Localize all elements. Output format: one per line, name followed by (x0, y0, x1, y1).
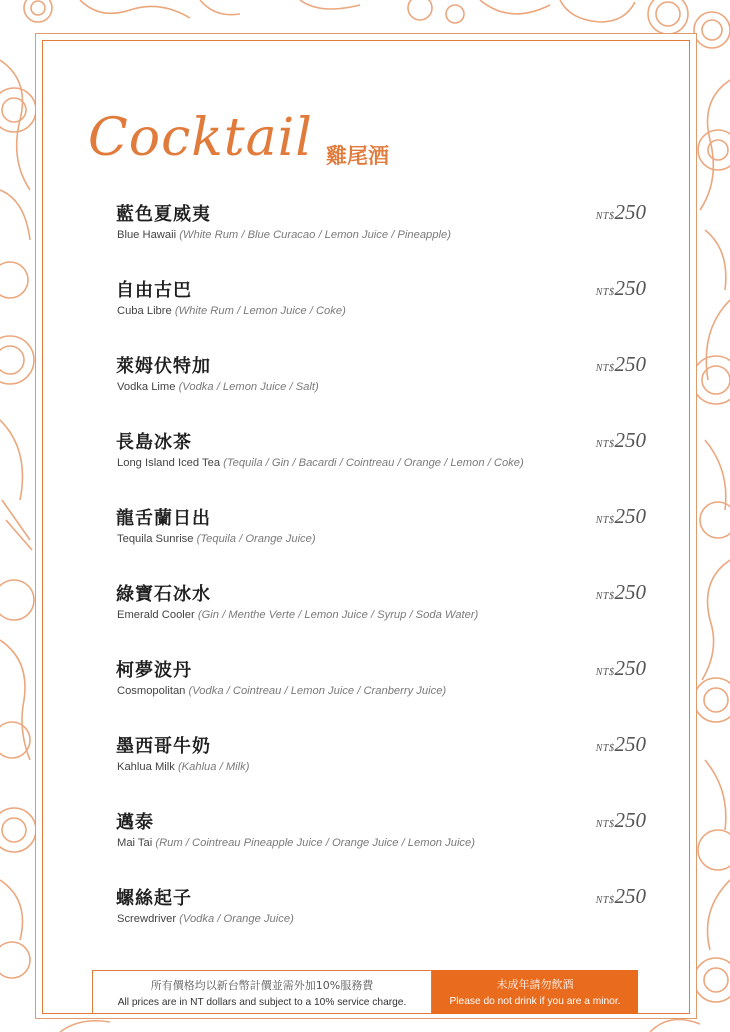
item-name-english: Screwdriver (117, 913, 177, 925)
item-ingredients: (Kahlua / Milk) (177, 761, 250, 773)
item-price (596, 428, 646, 453)
item-name-chinese: 自由古巴 (116, 280, 192, 301)
item-ingredients: (Vodka / Lemon Juice / Salt) (178, 381, 319, 393)
item-name-chinese: 長島冰茶 (116, 432, 192, 453)
item-description (117, 533, 316, 545)
item-price (596, 200, 646, 225)
item-ingredients: (White Rum / Blue Curacao / Lemon Juice / Pineapple) (179, 229, 451, 241)
item-name-chinese: 柯夢波丹 (116, 660, 192, 681)
item-price (596, 276, 646, 301)
menu-item (116, 352, 646, 408)
item-ingredients: (Rum / Cointreau Pineapple Juice / Orange Juice / Lemon Juice) (155, 837, 475, 849)
item-price (596, 580, 646, 605)
item-description (117, 913, 294, 925)
item-name-chinese: 螺絲起子 (116, 888, 192, 909)
price-amount: 250 (614, 504, 646, 528)
price-amount: 250 (614, 808, 646, 832)
item-description (117, 837, 475, 849)
menu-item (116, 428, 646, 484)
item-name-chinese: 藍色夏威夷 (116, 204, 211, 225)
item-ingredients: (Tequila / Orange Juice) (196, 533, 316, 545)
price-currency: NT$ (595, 515, 615, 526)
price-currency: NT$ (595, 363, 615, 374)
item-description (117, 381, 319, 393)
price-amount: 250 (614, 276, 646, 300)
service-charge-chinese: 所有價格均以新台幣計價並需外加10%服務費 (150, 979, 374, 992)
menu-item (116, 580, 646, 636)
price-currency: NT$ (595, 819, 615, 830)
item-ingredients: (Gin / Menthe Verte / Lemon Juice / Syrup / Soda Water) (197, 609, 479, 621)
price-currency: NT$ (595, 591, 615, 602)
menu-footer (92, 970, 638, 1014)
menu-item (116, 732, 646, 788)
item-name-english: Emerald Cooler (117, 609, 195, 621)
price-amount: 250 (614, 428, 646, 452)
price-currency: NT$ (595, 895, 615, 906)
menu-item (116, 808, 646, 864)
item-name-english: Kahlua Milk (117, 761, 175, 773)
price-amount: 250 (614, 732, 646, 756)
underage-notice-chinese: 未成年請勿飲酒 (496, 978, 574, 991)
item-description (117, 761, 249, 773)
item-price (596, 352, 646, 377)
underage-drinking-notice (432, 970, 638, 1014)
item-price (596, 504, 646, 529)
item-price (596, 656, 646, 681)
menu-item (116, 884, 646, 940)
item-description (117, 685, 446, 697)
item-name-english: Mai Tai (117, 837, 153, 849)
price-amount: 250 (614, 580, 646, 604)
item-price (596, 732, 646, 757)
item-name-english: Cuba Libre (117, 305, 172, 317)
menu-item (116, 200, 646, 256)
price-amount: 250 (614, 352, 646, 376)
heading-chinese-title: 雞尾酒 (326, 143, 389, 168)
item-ingredients: (White Rum / Lemon Juice / Coke) (174, 305, 346, 317)
item-name-chinese: 龍舌蘭日出 (116, 508, 211, 529)
service-charge-notice (92, 970, 432, 1014)
heading-script-title: Cocktail (88, 108, 313, 168)
price-currency: NT$ (595, 667, 615, 678)
item-name-chinese: 墨西哥牛奶 (116, 736, 211, 757)
menu-item (116, 656, 646, 712)
item-description (117, 609, 478, 621)
item-price (596, 808, 646, 833)
item-name-english: Long Island Iced Tea (117, 457, 221, 469)
price-currency: NT$ (595, 211, 615, 222)
item-description (117, 457, 524, 469)
menu-item (116, 276, 646, 332)
price-currency: NT$ (595, 287, 615, 298)
item-name-chinese: 邁泰 (116, 812, 154, 833)
item-name-english: Tequila Sunrise (117, 533, 194, 545)
item-name-chinese: 萊姆伏特加 (116, 356, 211, 377)
item-ingredients: (Vodka / Orange Juice) (179, 913, 294, 925)
item-description (117, 229, 451, 241)
item-ingredients: (Vodka / Cointreau / Lemon Juice / Cranberry Juice) (188, 685, 447, 697)
price-amount: 250 (614, 884, 646, 908)
item-ingredients: (Tequila / Gin / Bacardi / Cointreau / Orange / Lemon / Coke) (223, 457, 524, 469)
service-charge-english: All prices are in NT dollars and subject to a 10% service charge. (117, 997, 407, 1008)
menu-item (116, 504, 646, 560)
price-amount: 250 (614, 656, 646, 680)
price-currency: NT$ (595, 439, 615, 450)
item-name-chinese: 綠寶石冰水 (116, 584, 211, 605)
item-name-english: Vodka Lime (117, 381, 176, 393)
item-price (596, 884, 646, 909)
item-name-english: Blue Hawaii (117, 229, 177, 241)
price-amount: 250 (614, 200, 646, 224)
price-currency: NT$ (595, 743, 615, 754)
item-name-english: Cosmopolitan (117, 685, 186, 697)
item-description (117, 305, 346, 317)
underage-notice-english: Please do not drink if you are a minor. (449, 996, 621, 1007)
